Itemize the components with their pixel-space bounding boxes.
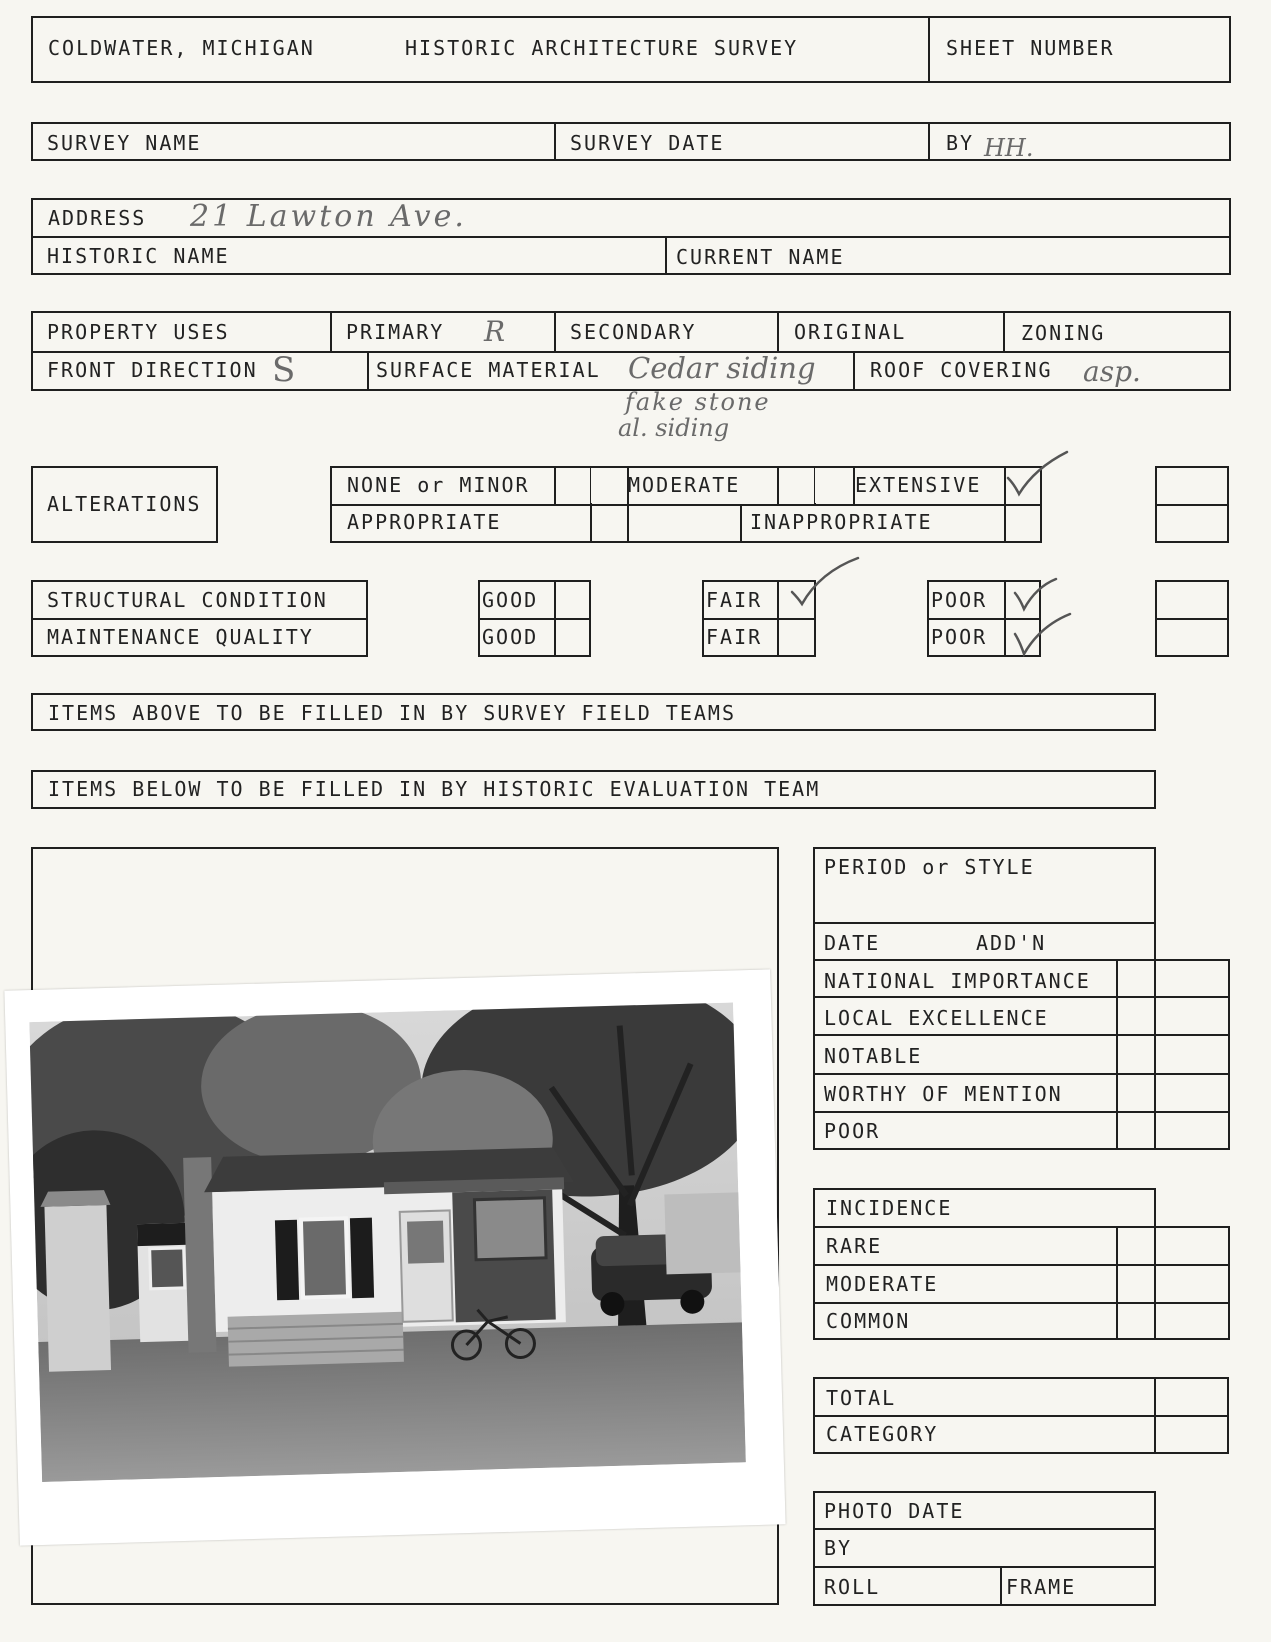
sheet-number-label: SHEET NUMBER bbox=[946, 36, 1115, 60]
alt-none-minor-label: NONE or MINOR bbox=[347, 473, 530, 497]
zoning-label: ZONING bbox=[1021, 321, 1106, 345]
original-label: ORIGINAL bbox=[794, 320, 907, 344]
structural-condition-label: STRUCTURAL CONDITION bbox=[47, 588, 328, 612]
surface-material-label: SURFACE MATERIAL bbox=[376, 358, 601, 382]
form-title: HISTORIC ARCHITECTURE SURVEY bbox=[405, 36, 799, 60]
city-label: COLDWATER, MICHIGAN bbox=[48, 36, 315, 60]
structural-fair-checkmark-icon bbox=[788, 556, 860, 608]
roof-covering-label: ROOF COVERING bbox=[870, 358, 1053, 382]
frame-label: FRAME bbox=[1006, 1575, 1077, 1599]
address-label: ADDRESS bbox=[48, 206, 147, 230]
category-label: CATEGORY bbox=[826, 1422, 939, 1446]
alt-inappropriate-label: INAPPROPRIATE bbox=[750, 510, 933, 534]
photo-date-label: PHOTO DATE bbox=[824, 1499, 965, 1523]
property-uses-label: PROPERTY USES bbox=[47, 320, 230, 344]
total-label: TOTAL bbox=[826, 1386, 897, 1410]
maintenance-good-label: GOOD bbox=[482, 625, 539, 649]
house-photograph bbox=[4, 969, 785, 1545]
primary-value: R bbox=[484, 315, 506, 348]
evaluation-team-note: ITEMS BELOW TO BE FILLED IN BY HISTORIC EVALUATION TEAM bbox=[48, 777, 821, 801]
survey-date-label: SURVEY DATE bbox=[570, 131, 725, 155]
photo-by-label: BY bbox=[824, 1536, 853, 1560]
alt-appropriate-label: APPROPRIATE bbox=[347, 510, 502, 534]
front-direction-label: FRONT DIRECTION bbox=[47, 358, 258, 382]
primary-label: PRIMARY bbox=[346, 320, 445, 344]
secondary-label: SECONDARY bbox=[570, 320, 697, 344]
period-style-label: PERIOD or STYLE bbox=[824, 855, 1035, 879]
field-team-note: ITEMS ABOVE TO BE FILLED IN BY SURVEY FIELD TEAMS bbox=[48, 701, 737, 725]
eval-addn-label: ADD'N bbox=[976, 931, 1047, 955]
rating-notable: NOTABLE bbox=[824, 1044, 923, 1068]
rating-local-excellence: LOCAL EXCELLENCE bbox=[824, 1006, 1049, 1030]
address-value: 21 Lawton Ave. bbox=[190, 199, 467, 234]
current-name-label: CURRENT NAME bbox=[676, 245, 845, 269]
rating-poor: POOR bbox=[824, 1119, 881, 1143]
surface-material-value-3: al. siding bbox=[618, 414, 730, 442]
structural-poor-checkmark-icon bbox=[1012, 577, 1058, 613]
maintenance-poor-checkmark-icon bbox=[1012, 612, 1072, 658]
alt-extensive-label: EXTENSIVE bbox=[855, 473, 982, 497]
rating-worthy-of-mention: WORTHY OF MENTION bbox=[824, 1082, 1063, 1106]
maintenance-quality-label: MAINTENANCE QUALITY bbox=[47, 625, 314, 649]
incidence-common: COMMON bbox=[826, 1309, 911, 1333]
structural-poor-label: POOR bbox=[931, 588, 988, 612]
incidence-moderate: MODERATE bbox=[826, 1272, 939, 1296]
extensive-checkmark-icon bbox=[1005, 450, 1069, 500]
roll-label: ROLL bbox=[824, 1575, 881, 1599]
surface-material-value-1: Cedar siding bbox=[628, 351, 816, 385]
roof-covering-value: asp. bbox=[1083, 355, 1141, 388]
house-photo-image bbox=[29, 1002, 746, 1481]
alt-moderate-label: MODERATE bbox=[628, 473, 741, 497]
structural-good-label: GOOD bbox=[482, 588, 539, 612]
eval-date-label: DATE bbox=[824, 931, 881, 955]
alterations-label: ALTERATIONS bbox=[47, 492, 202, 516]
surface-material-value-2: fake stone bbox=[625, 388, 771, 416]
historic-name-label: HISTORIC NAME bbox=[47, 244, 230, 268]
rating-national-importance: NATIONAL IMPORTANCE bbox=[824, 969, 1091, 993]
front-direction-value: S bbox=[272, 350, 296, 390]
surveyor-initials: HH. bbox=[984, 134, 1034, 162]
maintenance-fair-label: FAIR bbox=[706, 625, 763, 649]
incidence-label: INCIDENCE bbox=[826, 1196, 953, 1220]
survey-name-label: SURVEY NAME bbox=[47, 131, 202, 155]
structural-fair-label: FAIR bbox=[706, 588, 763, 612]
survey-by-label: BY bbox=[946, 131, 975, 155]
maintenance-poor-label: POOR bbox=[931, 625, 988, 649]
incidence-rare: RARE bbox=[826, 1234, 883, 1258]
